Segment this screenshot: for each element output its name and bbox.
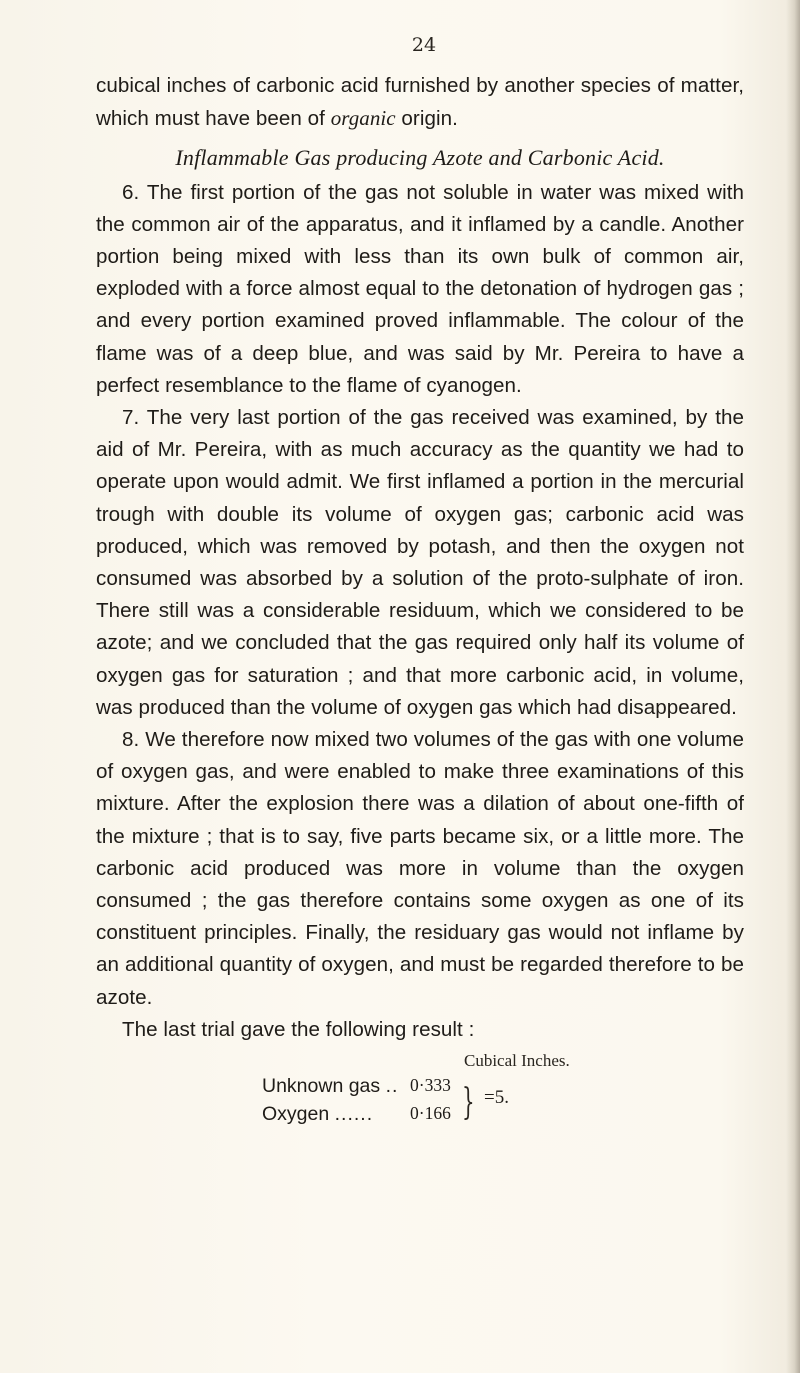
leader-dots: ..	[385, 1075, 399, 1097]
brace-symbol: }	[462, 1082, 475, 1123]
result-row	[262, 1103, 451, 1126]
result-label: Oxygen	[262, 1103, 330, 1125]
page-edge-shadow	[786, 0, 800, 1373]
section-heading: Inflammable Gas producing Azote and Carbonic Acid.	[175, 145, 665, 171]
page-number: 24	[411, 34, 437, 56]
paragraph-7: 7. The very last portion of the gas received was examined, by the aid of Mr. Pereira, with as much accuracy as the quantity we had to operate upon would admit. We first inflamed a portion in the mercurial trough with double its volume of oxygen gas; carbonic acid was produced, which was removed by potash, and then the oxygen not consumed was absorbed by a solution of the proto-sulphate of iron. There still was a considerable residuum, which we considered to be azote; and we concluded that the gas required only half its volume of oxygen gas for saturation ; and that more carbonic acid, in volume, was produced than the volume of oxygen gas which had disappeared.	[96, 406, 744, 719]
paragraph-text: origin.	[395, 107, 458, 131]
result-total: =5.	[484, 1087, 509, 1108]
leader-dots: ......	[334, 1103, 374, 1125]
result-label: Unknown gas	[262, 1075, 381, 1097]
paragraph-text: cubical inches of carbonic acid furnished by another species of matter, which must have been of	[96, 74, 744, 131]
page-body	[96, 70, 744, 1046]
paragraph-8: 8. We therefore now mixed two volumes of the gas with one volume of oxygen gas, and were enabled to make three examinations of this mixture. After the explosion there was a dilation of about one-fifth of the mixture ; that is to say, five parts became six, or a little more. The carbonic acid produced was more in volume than the oxygen consumed ; the gas therefore contains some oxygen as one of its constituent principles. Finally, the residuary gas would not inflame by an additional quantity of oxygen, and must be regarded therefore to be azote.	[96, 728, 744, 1009]
paragraph-6: 6. The first portion of the gas not soluble in water was mixed with the common air of the apparatus, and it inflamed by a candle. Another portion being mixed with less than its own bulk of common air, exploded with a force almost equal to the detonation of hydrogen gas ; and every portion examined proved inflammable. The colour of the flame was of a deep blue, and was said by Mr. Pereira to have a perfect resemblance to the flame of cyanogen.	[96, 180, 744, 397]
italic-word: organic	[330, 106, 396, 131]
result-value: 0·166	[410, 1103, 451, 1123]
result-value: 0·333	[410, 1075, 451, 1095]
result-column-header: Cubical Inches.	[464, 1051, 570, 1070]
paragraph-result-intro: The last trial gave the following result :	[122, 1017, 475, 1041]
paragraph-continuation	[96, 70, 744, 135]
result-row	[262, 1075, 451, 1098]
